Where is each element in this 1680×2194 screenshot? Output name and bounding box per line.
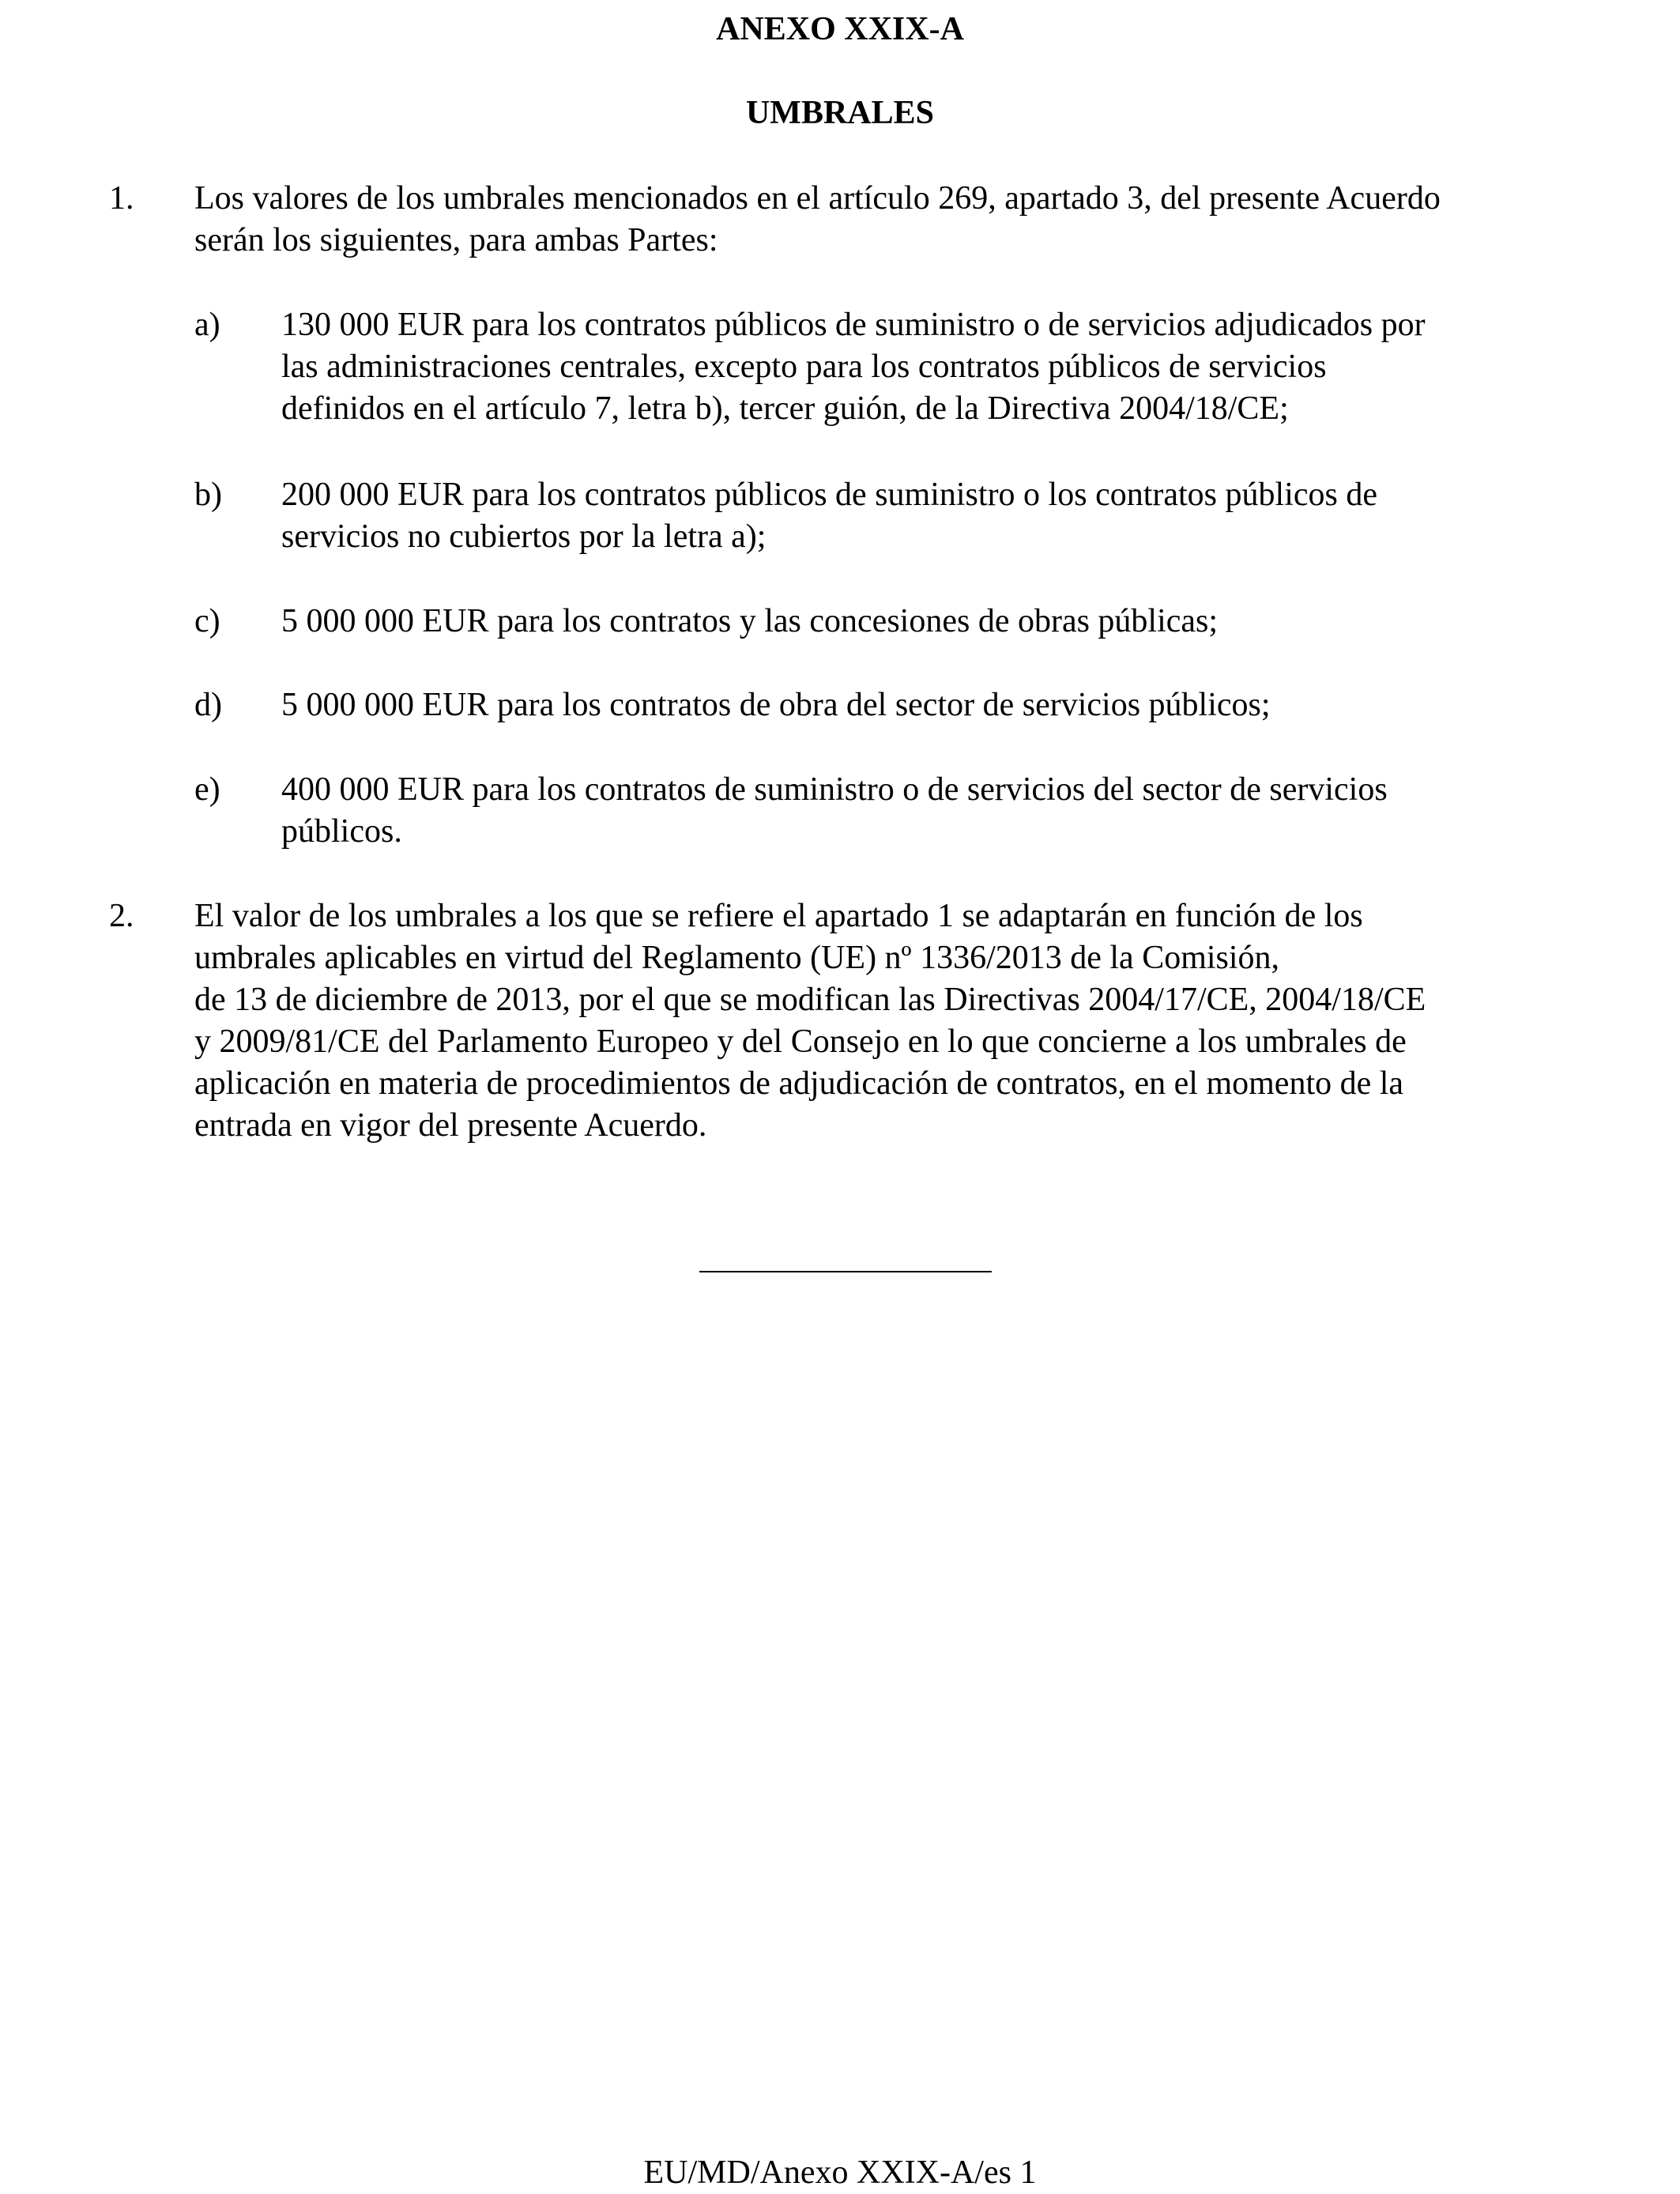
text-line: 200 000 EUR para los contratos públicos de suministro o los contratos públicos de (281, 477, 1377, 513)
text-line: servicios no cubiertos por la letra a); (281, 518, 767, 555)
item-letter: e) (194, 771, 220, 808)
text-line: 5 000 000 EUR para los contratos y las concesiones de obras públicas; (281, 603, 1219, 639)
text-line: umbrales aplicables en virtud del Reglamento (UE) nº 1336/2013 de la Comisión, (194, 940, 1280, 976)
annex-title: ANEXO XXIX-A (716, 11, 964, 47)
text-line: serán los siguientes, para ambas Partes: (194, 222, 718, 258)
text-line: 5 000 000 EUR para los contratos de obra del sector de servicios públicos; (281, 687, 1271, 723)
text-line: públicos. (281, 813, 402, 850)
text-line: Los valores de los umbrales mencionados en el artículo 269, apartado 3, del presente Acuerdo (194, 180, 1441, 217)
end-separator-rule (699, 1271, 992, 1272)
item-text (281, 601, 1625, 643)
text-line: de 13 de diciembre de 2013, por el que se modifican las Directivas 2004/17/CE, 2004/18/CE (194, 982, 1426, 1018)
page-footer: EU/MD/Anexo XXIX-A/es 1 (643, 2154, 1037, 2191)
paragraph-text (194, 178, 1680, 262)
item-text (281, 684, 1625, 726)
paragraph-number: 1. (109, 180, 134, 217)
annex-subtitle: UMBRALES (745, 95, 935, 131)
item-text (281, 474, 1625, 558)
item-letter: d) (194, 687, 222, 723)
item-letter: a) (194, 307, 220, 343)
text-line: entrada en vigor del presente Acuerdo. (194, 1107, 707, 1144)
paragraph-number: 2. (109, 898, 134, 934)
item-letter: b) (194, 477, 222, 513)
text-line: 130 000 EUR para los contratos públicos de suministro o de servicios adjudicados por (281, 307, 1426, 343)
text-line: aplicación en materia de procedimientos de adjudicación de contratos, en el momento de la (194, 1065, 1404, 1102)
text-line: El valor de los umbrales a los que se refiere el apartado 1 se adaptarán en función de los (194, 898, 1363, 934)
text-line: 400 000 EUR para los contratos de suministro o de servicios del sector de servicios (281, 771, 1388, 808)
item-letter: c) (194, 603, 220, 639)
item-text (281, 769, 1625, 853)
item-text (281, 304, 1625, 430)
text-line: las administraciones centrales, excepto para los contratos públicos de servicios (281, 349, 1327, 385)
text-line: definidos en el artículo 7, letra b), tercer guión, de la Directiva 2004/18/CE; (281, 390, 1289, 427)
paragraph-text (194, 895, 1680, 1147)
text-line: y 2009/81/CE del Parlamento Europeo y del Consejo en lo que concierne a los umbrales de (194, 1023, 1407, 1060)
